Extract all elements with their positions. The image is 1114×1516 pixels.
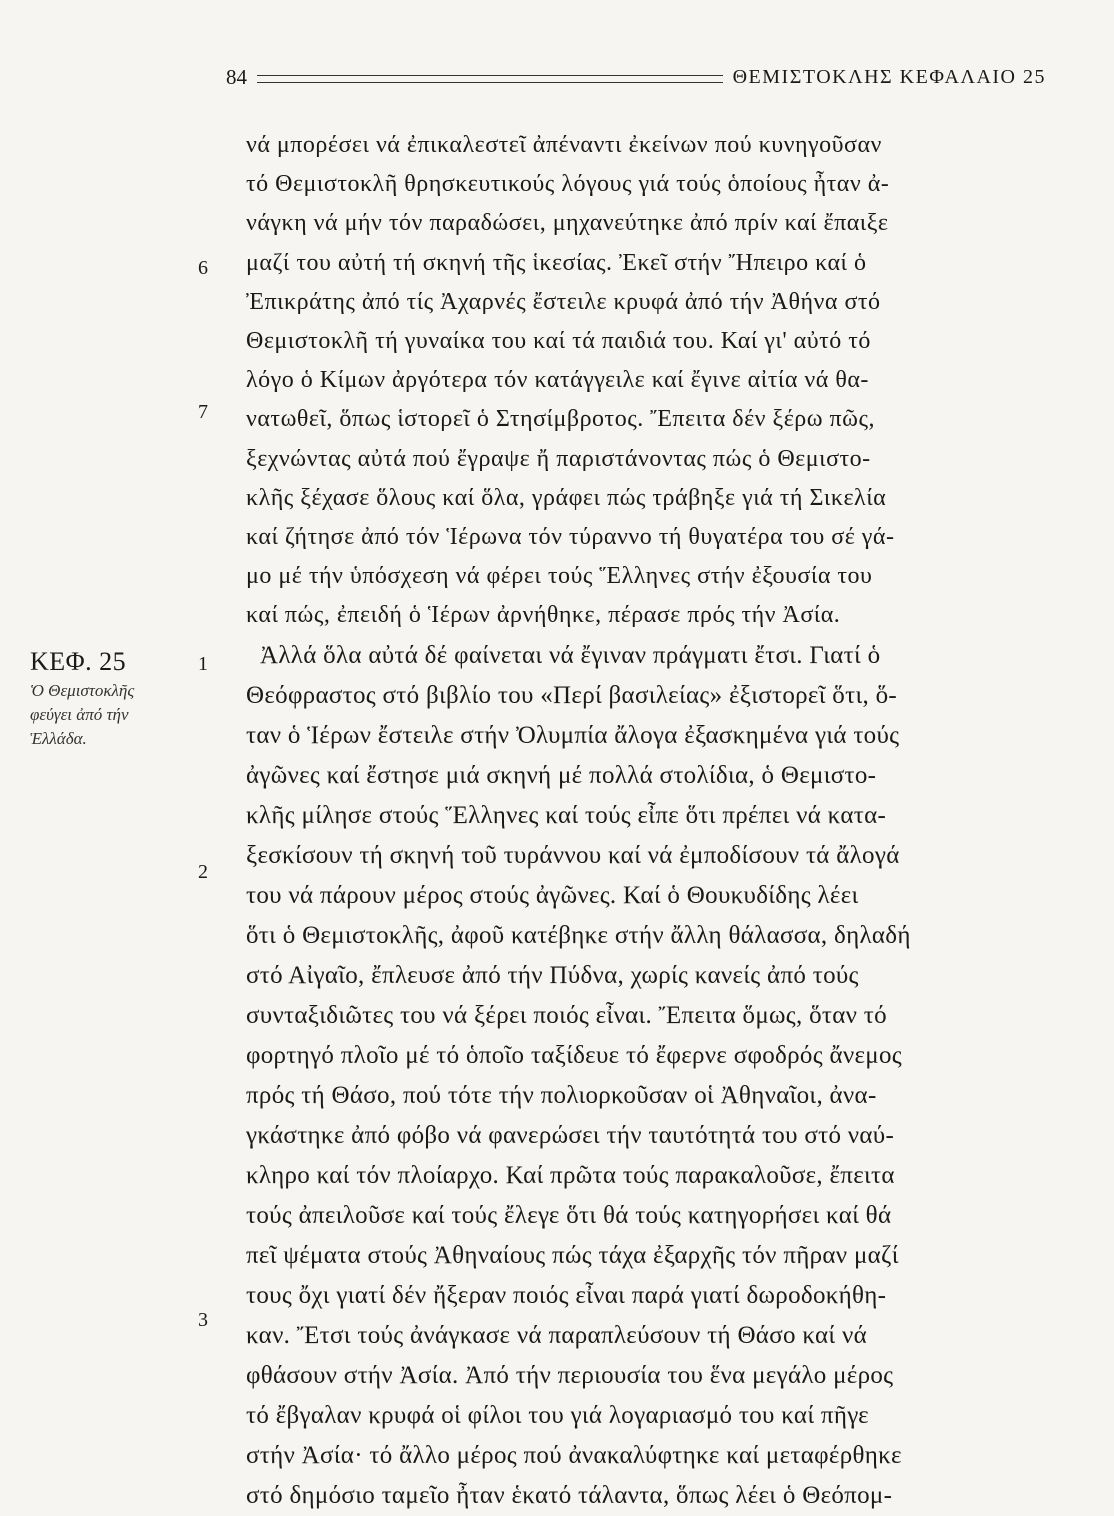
margin-line-number: 7 <box>198 401 208 423</box>
margin-line-number: 1 <box>198 653 208 675</box>
margin-line-number: 2 <box>198 861 208 883</box>
text-line: στό Αἰγαῖο, ἔπλευσε ἀπό τήν Πύδνα, χωρίς κανείς ἀπό τούς <box>246 962 859 989</box>
page-number: 84 <box>226 64 247 89</box>
text-line: συνταξιδιῶτες του νά ξέρει ποιός εἶναι. Ἔπειτα ὅμως, ὅταν τό <box>246 1002 887 1029</box>
text-line: νάγκη νά μήν τόν παραδώσει, μηχανεύτηκε ἀπό πρίν καί ἔπαιξε <box>246 210 889 237</box>
chapter-note-line: Ὁ Θεμιστοκλῆς <box>30 681 135 700</box>
chapter-note-line: Ἑλλάδα. <box>30 729 87 748</box>
text-line: Θεόφραστος στό βιβλίο του «Περί βασιλείας» ἐξιστορεῖ ὅτι, ὅ- <box>246 682 897 709</box>
text-line: τό ἔβγαλαν κρυφά οἱ φίλοι του γιά λογαριασμό του καί πῆγε <box>246 1402 869 1429</box>
text-line: νατωθεῖ, ὅπως ἱστορεῖ ὁ Στησίμβροτος. Ἔπειτα δέν ξέρω πῶς, <box>246 406 875 433</box>
text-line: Ἐπικράτης ἀπό τίς Ἀχαρνές ἔστειλε κρυφά ἀπό τήν Ἀθήνα στό <box>246 288 881 315</box>
chapter-margin-note <box>30 645 180 751</box>
text-line: κληρο καί τόν πλοίαρχο. Καί πρῶτα τούς παρακαλοῦσε, ἔπειτα <box>246 1162 895 1189</box>
text-line: ὅτι ὁ Θεμιστοκλῆς, ἀφοῦ κατέβηκε στήν ἄλλη θάλασσα, δηλαδή <box>246 922 911 949</box>
text-line: καί ζήτησε ἀπό τόν Ἱέρωνα τόν τύραννο τή θυγατέρα του σέ γά- <box>246 523 895 550</box>
text-line: τό Θεμιστοκλῆ θρησκευτικούς λόγους γιά τούς ὁποίους ἦταν ἀ- <box>246 171 890 198</box>
text-line: φορτηγό πλοῖο μέ τό ὁποῖο ταξίδευε τό ἔφερνε σφοδρός ἄνεμος <box>246 1042 902 1069</box>
text-line: πρός τή Θάσο, πού τότε τήν πολιορκοῦσαν οἱ Ἀθηναῖοι, ἀνα- <box>246 1082 877 1109</box>
margin-line-number: 3 <box>198 1309 208 1331</box>
text-line: στήν Ἀσία· τό ἄλλο μέρος πού ἀνακαλύφτηκε καί μεταφέρθηκε <box>246 1442 902 1469</box>
running-header <box>226 60 1046 94</box>
text-line: καν. Ἔτσι τούς ἀνάγκασε νά παραπλεύσουν τή Θάσο καί νά <box>246 1322 867 1349</box>
text-line: λόγο ὁ Κίμων ἀργότερα τόν κατάγγειλε καί ἔγινε αἰτία νά θα- <box>246 367 869 394</box>
text-line: του νά πάρουν μέρος στούς ἀγῶνες. Καί ὁ Θουκυδίδης λέει <box>246 882 859 909</box>
text-line: κλῆς ξέχασε ὅλους καί ὅλα, γράφει πώς τράβηξε γιά τή Σικελία <box>246 484 887 511</box>
text-line: πεῖ ψέματα στούς Ἀθηναίους πώς τάχα ἐξαρχῆς τόν πῆραν μαζί <box>246 1242 899 1269</box>
text-line: ἀγῶνες καί ἔστησε μιά σκηνή μέ πολλά στολίδια, ὁ Θεμιστο- <box>246 762 877 789</box>
chapter-25-paragraph <box>246 636 1046 1516</box>
text-line: ξεσκίσουν τή σκηνή τοῦ τυράννου καί νά ἐμποδίσουν τά ἄλογά <box>246 842 900 869</box>
text-line: Ἀλλά ὅλα αὐτά δέ φαίνεται νά ἔγιναν πράγματι ἔτσι. Γιατί ὁ <box>260 642 881 669</box>
margin-line-number: 6 <box>198 257 208 279</box>
text-line: φθάσουν στήν Ἀσία. Ἀπό τήν περιουσία του ἕνα μεγάλο μέρος <box>246 1362 894 1389</box>
text-line: ξεχνώντας αὐτά πού ἔγραψε ἤ παριστάνοντας πώς ὁ Θεμιστο- <box>246 445 871 472</box>
text-line: μο μέ τήν ὑπόσχεση νά φέρει τούς Ἕλληνες στήν ἐξουσία του <box>246 563 873 590</box>
text-line: καί πώς, ἐπειδή ὁ Ἱέρων ἀρνήθηκε, πέρασε πρός τήν Ἀσία. <box>246 602 841 629</box>
paragraph-continued <box>246 126 1046 635</box>
text-line: νά μπορέσει νά ἐπικαλεστεῖ ἀπέναντι ἐκείνων πού κυνηγοῦσαν <box>246 132 882 158</box>
chapter-note-line: φεύγει ἀπό τήν <box>30 705 129 724</box>
text-line: γκάστηκε ἀπό φόβο νά φανερώσει τήν ταυτότητά του στό ναύ- <box>246 1122 895 1149</box>
text-line: κλῆς μίλησε στούς Ἕλληνες καί τούς εἶπε ὅτι πρέπει νά κατα- <box>246 802 887 829</box>
chapter-label: ΚΕΦ. 25 <box>30 647 127 676</box>
text-line: τούς ἀπειλοῦσε καί τούς ἔλεγε ὅτι θά τούς κατηγορήσει καί θά <box>246 1202 892 1229</box>
text-line: Θεμιστοκλῆ τή γυναίκα του καί τά παιδιά του. Καί γι' αὐτό τό <box>246 327 871 354</box>
header-rule <box>257 75 723 83</box>
text-line: στό δημόσιο ταμεῖο ἦταν ἑκατό τάλαντα, ὅπως λέει ὁ Θεόπομ- <box>246 1482 893 1509</box>
text-line: μαζί του αὐτή τή σκηνή τῆς ἱκεσίας. Ἐκεῖ στήν Ἤπειρο καί ὁ <box>246 249 867 276</box>
text-line: τους ὄχι γιατί δέν ἤξεραν ποιός εἶναι παρά γιατί δωροδοκήθη- <box>246 1282 887 1309</box>
text-line: ταν ὁ Ἱέρων ἔστειλε στήν Ὀλυμπία ἄλογα ἐξασκημένα γιά τούς <box>246 722 900 749</box>
running-title: ΘΕΜΙΣΤΟΚΛΗΣ ΚΕΦΑΛΑΙΟ 25 <box>732 65 1046 88</box>
